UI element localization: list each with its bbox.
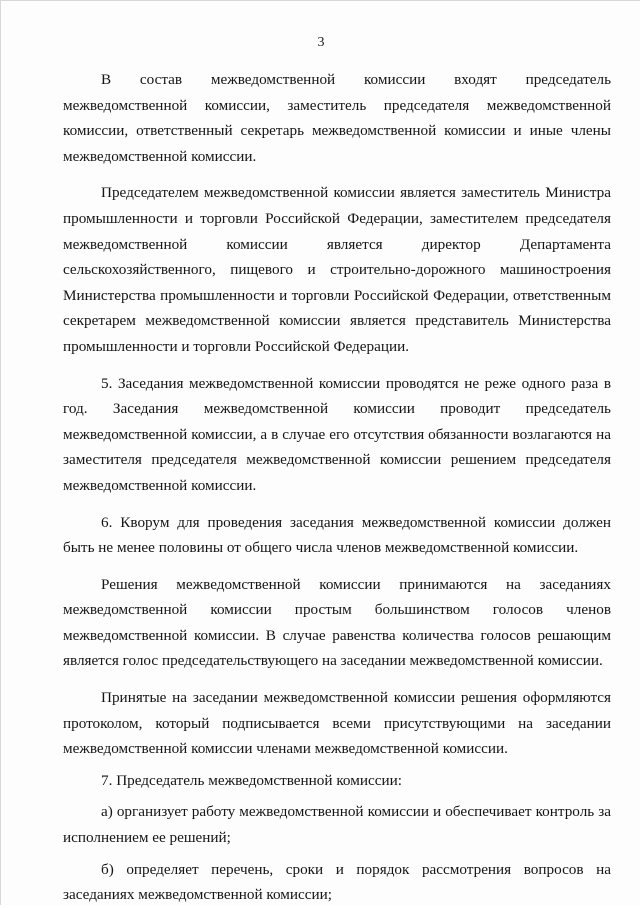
paragraph-item-6-quorum: 6. Кворум для проведения заседания межведомственной комиссии должен быть не менее половины от общего числа членов межведомственной комиссии. bbox=[63, 513, 611, 557]
paragraph-item-7b: б) определяет перечень, сроки и порядок рассмотрения вопросов на заседаниях межведомственной комиссии; bbox=[63, 860, 611, 904]
paragraph-item-7-chair-duties: 7. Председатель межведомственной комиссии: bbox=[101, 771, 402, 789]
paragraph-decisions: Решения межведомственной комиссии принимаются на заседаниях межведомственной комиссии простым большинством голосов членов межведомственной комиссии. В случае равенства количества голосов решающим является голос председательствующего на заседании межведомственной комиссии. bbox=[63, 575, 611, 670]
paragraph-item-5-meetings: 5. Заседания межведомственной комиссии проводятся не реже одного раза в год. Заседания межведомственной комиссии проводит председатель межведомственной комиссии, а в случае его отсутствия обязанности возлагаются на заместителя председателя межведомственной комиссии решением председателя межведомственной комиссии. bbox=[63, 374, 611, 494]
page-number: 3 bbox=[317, 35, 325, 50]
paragraph-commission-chair: Председателем межведомственной комиссии является заместитель Министра промышленности и торговли Российской Федерации, заместителем председателя межведомственной комиссии является директор Департамента сельскохозяйственного, пищевого и строительно-дорожного машиностроения Министерства промышленности и торговли Российской Федерации, ответственным секретарем межведомственной комиссии является представитель Министерства промышленности и торговли Российской Федерации. bbox=[63, 184, 611, 355]
paragraph-item-7a: а) организует работу межведомственной комиссии и обеспечивает контроль за исполнением ее решений; bbox=[63, 803, 611, 847]
paragraph-commission-composition: В состав межведомственной комиссии входят председатель межведомственной комиссии, заместитель председателя межведомственной комиссии, ответственный секретарь межведомственной комиссии и иные члены межведомственной комиссии. bbox=[63, 71, 611, 165]
document-body bbox=[63, 67, 611, 908]
paragraph-protocol: Принятые на заседании межведомственной комиссии решения оформляются протоколом, который подписывается всеми присутствующими на заседании межведомственной комиссии членами межведомственной комиссии. bbox=[63, 689, 611, 758]
